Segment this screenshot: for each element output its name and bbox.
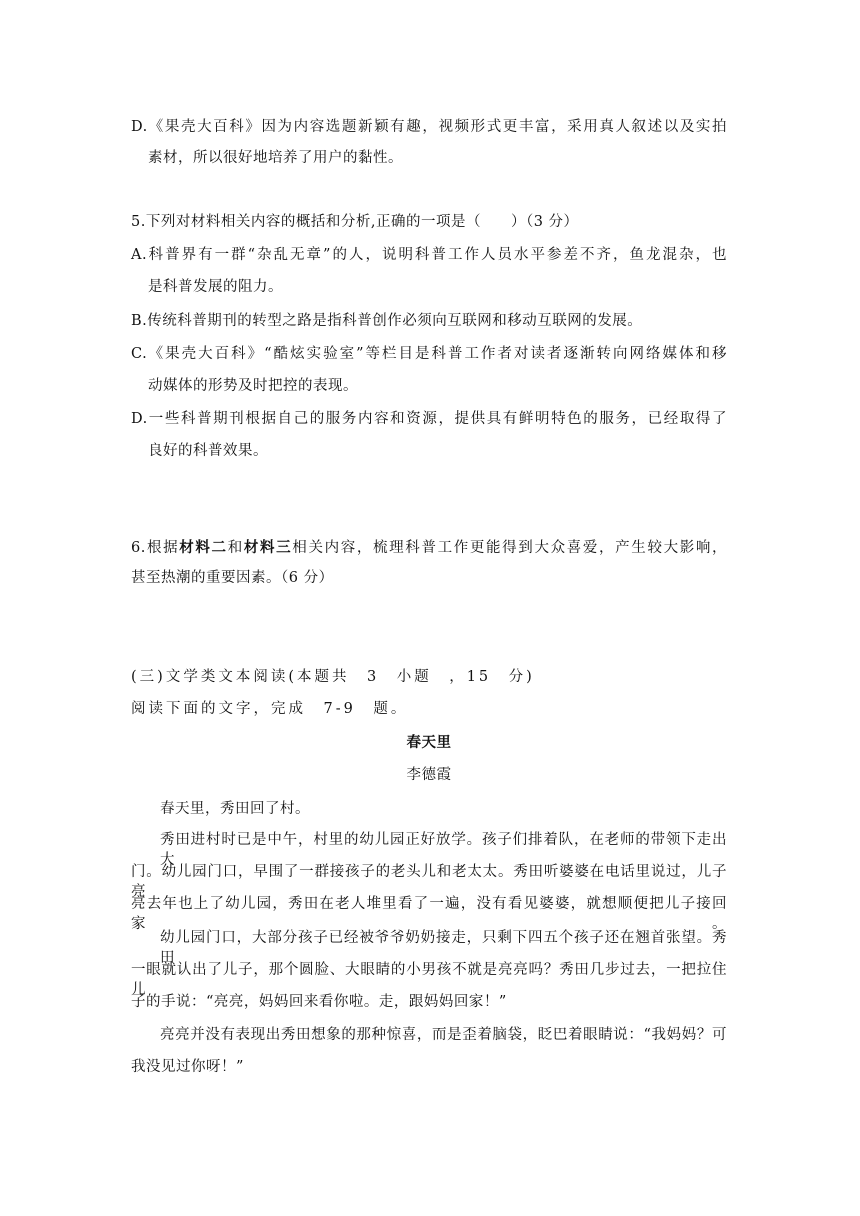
story-p3-line1: 幼儿园门口，大部分孩子已经被爷爷奶奶接走，只剩下四五个孩子还在翘首张望。秀田: [160, 930, 727, 966]
q5-option-c-line1: C.《果壳大百科》“酷炫实验室”等栏目是科普工作者对读者逐渐转向网络媒体和移: [131, 346, 727, 362]
q6-rest-line1: 相关内容，梳理科普工作更能得到大众喜爱，产生较大影响，: [292, 540, 728, 556]
story-p2-line2: 门。幼儿园门口，早围了一群接孩子的老头儿和老太太。秀田听婆婆在电话里说过，儿子亮: [131, 864, 727, 900]
story-author: 李德霞: [406, 767, 452, 783]
story-p2-line3: 亮去年也上了幼儿园，秀田在老人堆里看了一遍，没有看见婆婆，就想顺便把儿子接回家。: [131, 896, 727, 932]
q6-line1: [131, 538, 727, 558]
q5-option-c-line2: 动媒体的形势及时把控的表现。: [148, 378, 358, 394]
story-p3-line3: 子的手说：“亮亮，妈妈回来看你啦。走，跟妈妈回家！”: [131, 994, 507, 1010]
q5-option-a-line2: 是科普发展的阻力。: [148, 279, 283, 295]
q4-option-d-line2: 素材，所以很好地培养了用户的黏性。: [148, 150, 403, 166]
section3-instruction: 阅读下面的文字，完成 7-9 题。: [131, 701, 409, 717]
story-p4-line1: 亮亮并没有表现出秀田想象的那种惊喜，而是歪着脑袋，眨巴着眼睛说：“我妈妈？可: [160, 1027, 727, 1043]
q6-prefix: 6.根据: [131, 540, 180, 556]
story-paragraph-1: 春天里，秀田回了村。: [160, 801, 310, 817]
q6-material2: 材料二: [179, 539, 228, 556]
q5-stem: 5.下列对材料相关内容的概括和分析,正确的一项是（ ）（3 分）: [131, 214, 579, 230]
q6-and: 和: [227, 540, 244, 556]
story-p2-line1: 秀田进村时已是中午，村里的幼儿园正好放学。孩子们排着队，在老师的带领下走出大: [160, 832, 727, 868]
q6-material3: 材料三: [243, 539, 293, 556]
q5-option-d-line1: D.一些科普期刊根据自己的服务内容和资源，提供具有鲜明特色的服务，已经取得了: [131, 411, 727, 427]
story-title: 春天里: [406, 735, 452, 751]
section3-heading: (三)文学类文本阅读(本题共 3 小题 ，15 分): [131, 669, 535, 685]
q5-option-a-line1: A.科普界有一群“杂乱无章”的人，说明科普工作人员水平参差不齐，鱼龙混杂，也: [131, 247, 727, 263]
q6-line2: 甚至热潮的重要因素。（6 分）: [131, 570, 334, 586]
q4-option-d-line1: D.《果壳大百科》因为内容选题新颖有趣，视频形式更丰富，采用真人叙述以及实拍: [131, 119, 727, 135]
story-p3-line2: 一眼就认出了儿子，那个圆脸、大眼睛的小男孩不就是亮亮吗？秀田几步过去，一把拉住儿: [131, 962, 727, 998]
q5-option-d-line2: 良好的科普效果。: [148, 443, 268, 459]
story-p4-line2: 我没见过你呀！”: [131, 1059, 244, 1075]
q5-option-b: B.传统科普期刊的转型之路是指科普创作必须向互联网和移动互联网的发展。: [131, 313, 643, 329]
